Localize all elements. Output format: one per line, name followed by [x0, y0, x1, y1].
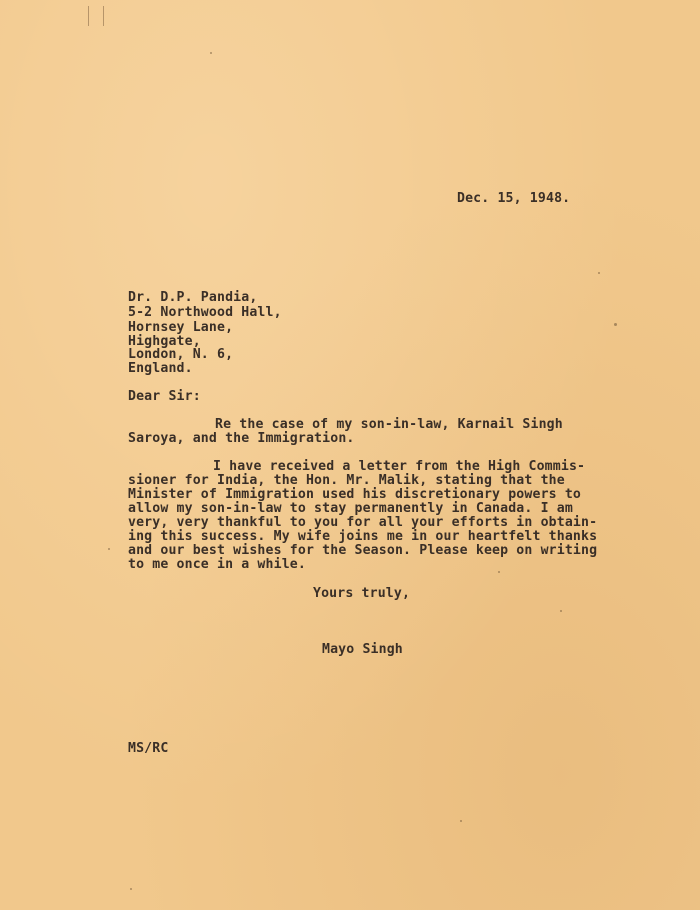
body-line: to me once in a while. — [128, 557, 306, 572]
signature: Mayo Singh — [322, 642, 403, 657]
paper-speck — [614, 323, 617, 326]
paper-speck — [210, 52, 212, 54]
reference-initials: MS/RC — [128, 741, 169, 756]
address-line: Dr. D.P. Pandia, — [128, 290, 258, 305]
address-line: England. — [128, 361, 193, 376]
body-line: sioner for India, the Hon. Mr. Malik, stating that the — [128, 473, 565, 488]
paper-speck — [460, 820, 462, 822]
paper-speck — [130, 888, 132, 890]
margin-mark — [88, 6, 104, 26]
body-line: ing this success. My wife joins me in our heartfelt thanks — [128, 529, 598, 544]
address-line: 5-2 Northwood Hall, — [128, 305, 282, 320]
address-line: Hornsey Lane, — [128, 320, 234, 335]
paper-speck — [498, 571, 500, 573]
closing: Yours truly, — [313, 586, 411, 601]
paper-speck — [108, 548, 110, 550]
address-line: London, N. 6, — [128, 347, 234, 362]
body-line: and our best wishes for the Season. Please keep on writing — [128, 543, 598, 558]
letter-date: Dec. 15, 1948. — [457, 191, 571, 206]
paper-speck — [598, 272, 600, 274]
body-line: I have received a letter from the High Commis- — [213, 459, 586, 474]
address-line: Highgate, — [128, 334, 201, 349]
body-line: allow my son-in-law to stay permanently in Canada. I am — [128, 501, 573, 516]
subject-line: Saroya, and the Immigration. — [128, 431, 355, 446]
body-line: very, very thankful to you for all your efforts in obtain- — [128, 515, 598, 530]
salutation: Dear Sir: — [128, 389, 201, 404]
subject-line: Re the case of my son-in-law, Karnail Singh — [215, 417, 563, 432]
body-line: Minister of Immigration used his discretionary powers to — [128, 487, 582, 502]
paper-speck — [560, 610, 562, 612]
